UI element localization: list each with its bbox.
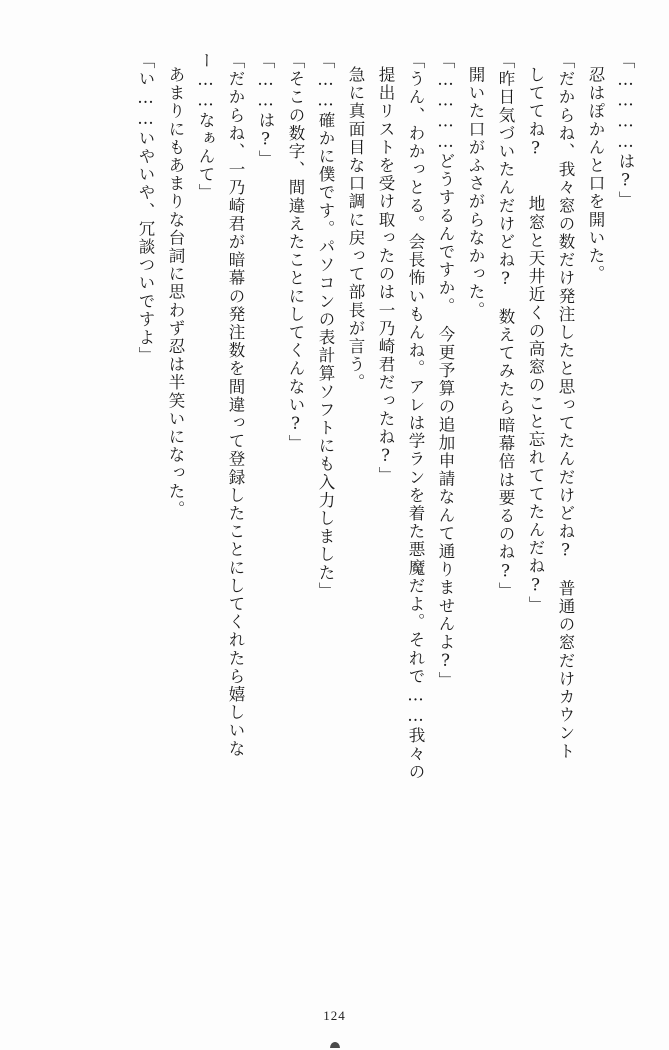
text-line: 「昨日気づいたんだけどね? 数えてみたら暗幕倍は要るのね?」 [496,52,515,600]
page-number: 124 [323,1008,346,1023]
text-line: ー……なぁんて」 [196,52,215,202]
text-line: 忍はぽかんと口を開いた。 [586,66,605,284]
text-line: 「…………は?」 [616,52,635,210]
text-line: 「だからね、我々窓の数だけ発注したと思ってたんだけどね? 普通の窓だけカウント [556,52,575,761]
text-line: 「…………どうするんですか。 今更予算の追加申請なんて通りませんよ?」 [436,52,455,690]
text-line: 「だからね、一乃崎君が暗幕の発注数を間違って登録したことにしてくれたら嬉しいな [226,52,245,758]
text-line: 「そこの数字、間違えたことにしてくんない?」 [286,52,305,453]
text-line: 「……確かに僕です。パソコンの表計算ソフトにも入力しました」 [316,52,335,600]
text-line: しててね? 地窓と天井近くの高窓のこと忘れててたんだね?」 [526,66,545,614]
text-line: 「い……いやいや、冗談ついですよ」 [136,52,155,365]
text-line: 「うん、わかっとる。会長怖いもんね。アレは学ランを着た悪魔だよ。それで……我々の [406,52,425,781]
page-bottom-mark [330,1042,340,1048]
text-line: 急に真面目な口調に戻って部長が言う。 [346,66,365,392]
text-line: 「……は?」 [256,52,275,169]
vertical-text-body [30,52,633,982]
text-line: あまりにもあまりな台詞に思わず忍は半笑いになった。 [166,66,185,519]
text-line: 開いた口がふさがらなかった。 [466,66,485,320]
text-line: 提出リストを受け取ったのは一乃崎君だったね?」 [376,66,395,485]
